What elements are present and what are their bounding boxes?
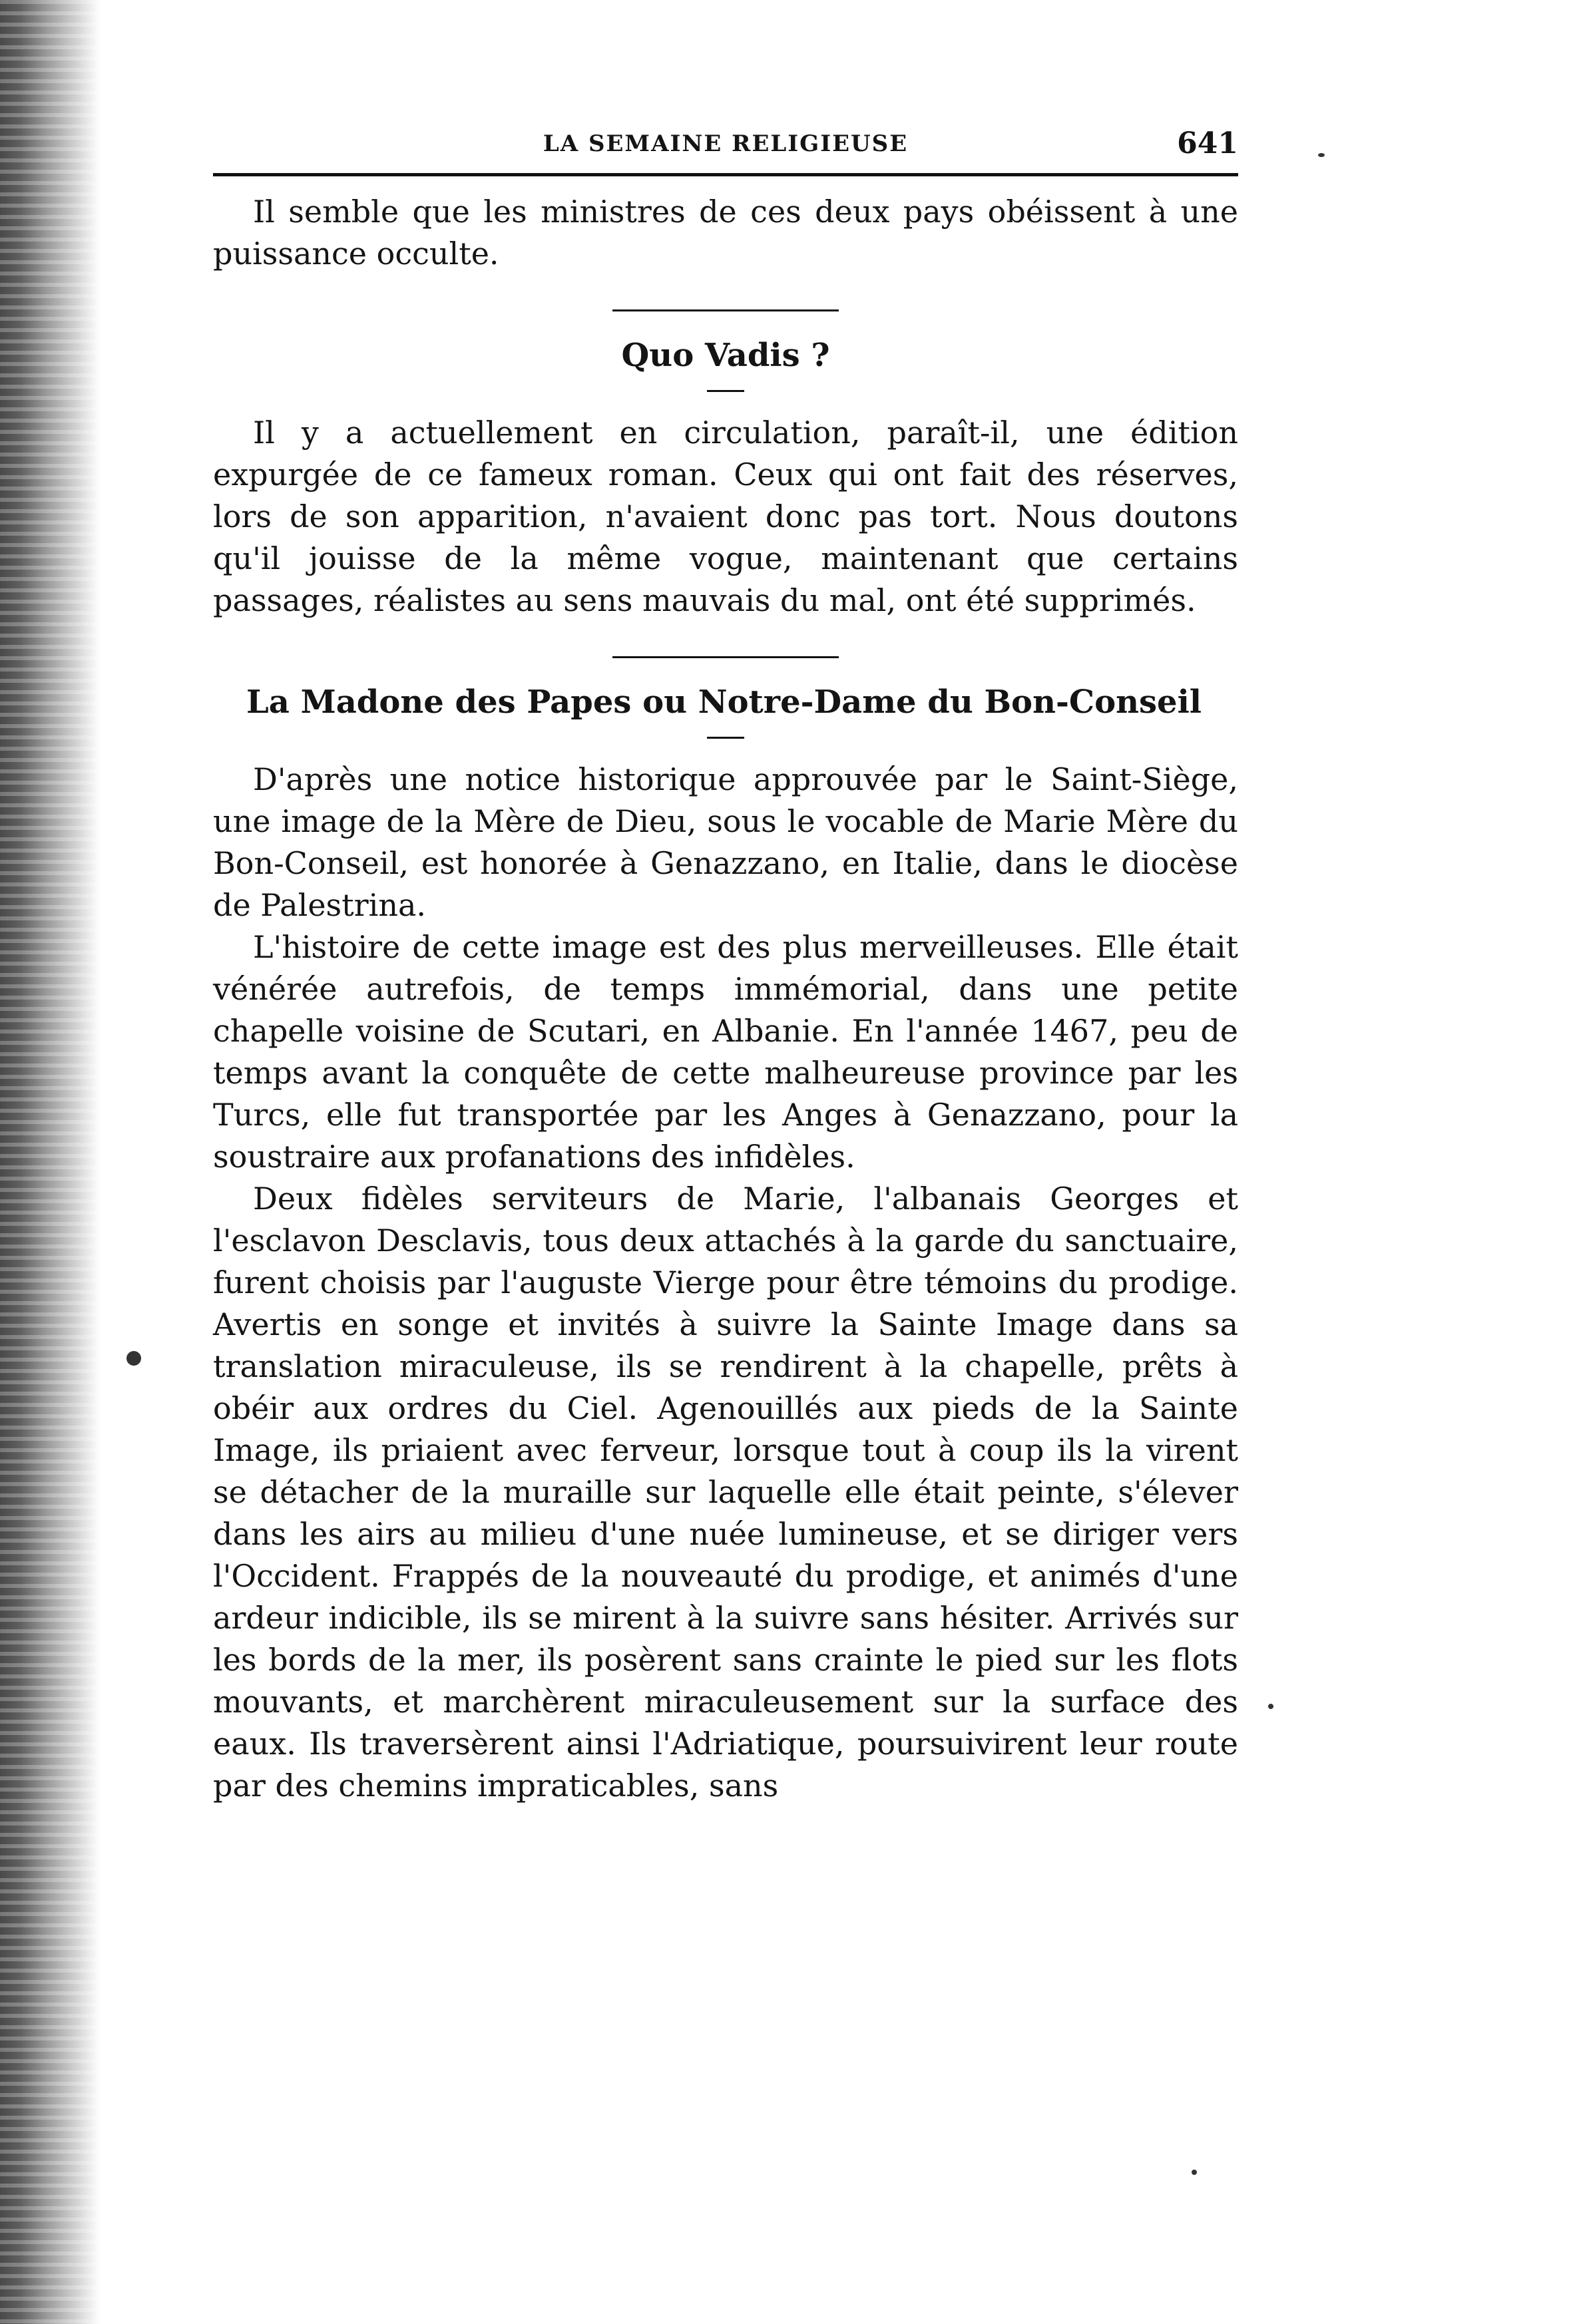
title-dash xyxy=(707,390,744,392)
section-rule xyxy=(612,656,839,658)
madone-paragraph: D'après une notice historique approuvée par le Saint-Siège, une image de la Mère de Dieu, sous le vocable de Marie Mère du Bon-Conseil, est honorée à Genazzano, en Italie, dans le diocèse de Palestrina. xyxy=(213,761,1238,923)
page-number: 641 xyxy=(1177,126,1238,160)
opening-paragraph: Il semble que les ministres de ces deux pays obéissent à une puissance occulte. xyxy=(213,194,1238,272)
running-head xyxy=(213,126,1238,176)
section-title-madone: La Madone des Papes ou Notre-Dame du Bon-Conseil xyxy=(246,683,1202,721)
section-rule xyxy=(612,309,839,311)
scan-binding-shadow xyxy=(0,0,100,2324)
page xyxy=(213,126,1238,1807)
running-title: LA SEMAINE RELIGIEUSE xyxy=(543,130,909,157)
scan-speck xyxy=(126,1351,141,1366)
scan-speck xyxy=(1268,1704,1273,1709)
madone-paragraph: L'histoire de cette image est des plus merveilleuses. Elle était vénérée autrefois, de temps immémorial, dans une petite chapelle voisine de Scutari, en Albanie. En l'année 1467, peu de temps avant la conquête de cette malheureuse province par les Turcs, elle fut transportée par les Anges à Genazzano, pour la soustraire aux profanations des infidèles. xyxy=(213,929,1238,1175)
title-dash xyxy=(707,737,744,739)
scan-speck xyxy=(1318,153,1325,157)
quo-vadis-paragraph: Il y a actuellement en circulation, paraît-il, une édition expurgée de ce fameux roman. Ceux qui ont fait des réserves, lors de son apparition, n'avaient donc pas tort. Nous doutons qu'il jouisse de la même vogue, maintenant que certains passages, réalistes au sens mauvais du mal, ont été supprimés. xyxy=(213,415,1238,618)
section-title-quo-vadis: Quo Vadis ? xyxy=(621,337,830,374)
scan-speck xyxy=(1192,2170,1197,2175)
madone-paragraph: Deux fidèles serviteurs de Marie, l'albanais Georges et l'esclavon Desclavis, tous deux attachés à la garde du sanctuaire, furent choisis par l'auguste Vierge pour être témoins du prodige. Avertis en songe et invités à suivre la Sainte Image dans sa translation miraculeuse, ils se rendirent à la chapelle, prêts à obéir aux ordres du Ciel. Agenouillés aux pieds de la Sainte Image, ils priaient avec ferveur, lorsque tout à coup ils la virent se détacher de la muraille sur laquelle elle était peinte, s'élever dans les airs au milieu d'une nuée lumineuse, et se diriger vers l'Occident. Frappés de la nouveauté du prodige, et animés d'une ardeur indicible, ils se mirent à la suivre sans hésiter. Arrivés sur les bords de la mer, ils posèrent sans crainte le pied sur les flots mouvants, et marchèrent miraculeusement sur la surface des eaux. Ils traversèrent ainsi l'Adriatique, poursuivirent leur route par des chemins impraticables, sans xyxy=(213,1181,1238,1804)
